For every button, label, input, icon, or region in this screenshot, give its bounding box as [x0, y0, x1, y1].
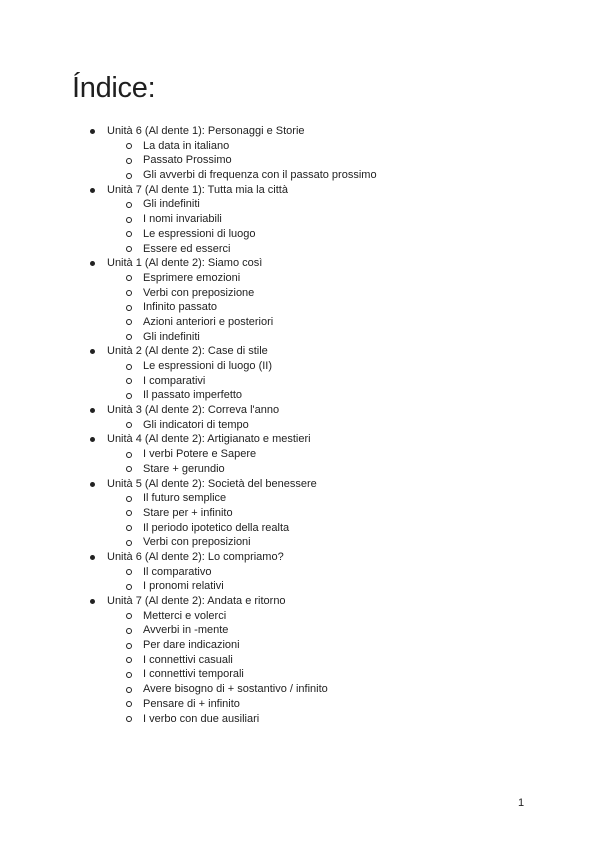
toc-topic-list [0, 447, 600, 476]
toc-topic-label: Passato Prossimo [143, 154, 232, 167]
hollow-bullet-icon [126, 452, 132, 458]
toc-topic-list [0, 418, 600, 433]
toc-topic-list [0, 139, 600, 183]
hollow-bullet-icon [126, 496, 132, 502]
toc-topic-label: I verbo con due ausiliari [143, 712, 260, 725]
hollow-bullet-icon [126, 569, 132, 575]
hollow-bullet-icon [126, 466, 132, 472]
toc-unit [0, 344, 600, 403]
toc-topic-label: Verbi con preposizioni [143, 536, 251, 549]
toc-unit [0, 477, 600, 550]
hollow-bullet-icon [126, 173, 132, 179]
filled-bullet-icon [90, 555, 95, 560]
hollow-bullet-icon [126, 275, 132, 281]
toc-topic [0, 168, 600, 183]
toc-topic [0, 682, 600, 697]
toc-unit-label: Unità 2 (Al dente 2): Case di stile [107, 345, 268, 358]
page-number: 1 [518, 797, 525, 809]
toc-unit-row [0, 124, 600, 139]
toc-topic [0, 388, 600, 403]
hollow-bullet-icon [126, 246, 132, 252]
toc-topic [0, 139, 600, 154]
toc-topic-label: Il comparativo [143, 565, 212, 578]
hollow-bullet-icon [126, 510, 132, 516]
toc-unit-label: Unità 7 (Al dente 2): Andata e ritorno [107, 595, 286, 607]
toc-topic [0, 579, 600, 594]
toc-topic-list [0, 609, 600, 727]
toc-topic [0, 418, 600, 433]
toc-topic [0, 623, 600, 638]
toc-unit-label: Unità 6 (Al dente 2): Lo compriamo? [107, 550, 284, 563]
hollow-bullet-icon [126, 217, 132, 223]
toc-topic [0, 565, 600, 580]
toc-topic [0, 712, 600, 727]
toc-topic [0, 667, 600, 682]
toc-unit-label: Unità 4 (Al dente 2): Artigianato e mestieri [107, 433, 311, 446]
hollow-bullet-icon [126, 628, 132, 634]
toc-topic [0, 212, 600, 227]
toc-topic [0, 374, 600, 389]
toc-unit [0, 594, 600, 726]
toc-unit [0, 256, 600, 344]
toc-topic-label: Stare per + infinito [143, 506, 233, 519]
hollow-bullet-icon [126, 613, 132, 619]
toc-topic [0, 653, 600, 668]
toc-topic-label: Il futuro semplice [143, 492, 227, 505]
toc-unit-label: Unità 6 (Al dente 1): Personaggi e Storie [107, 125, 305, 137]
toc-topic [0, 447, 600, 462]
toc-unit-label: Unità 1 (Al dente 2): Siamo così [107, 257, 263, 270]
toc-topic-label: Gli indefiniti [143, 198, 200, 211]
toc-unit-row [0, 432, 600, 447]
toc-topic-label: I nomi invariabili [143, 213, 222, 226]
hollow-bullet-icon [126, 334, 132, 340]
filled-bullet-icon [90, 261, 95, 266]
filled-bullet-icon [90, 599, 95, 604]
toc-topic [0, 315, 600, 330]
hollow-bullet-icon [126, 319, 132, 325]
toc-topic-label: Infinito passato [143, 301, 217, 314]
toc-topic-label: Avverbi in -mente [143, 624, 229, 637]
hollow-bullet-icon [126, 672, 132, 678]
filled-bullet-icon [90, 408, 95, 413]
toc-topic [0, 286, 600, 301]
filled-bullet-icon [90, 129, 95, 134]
toc-unit [0, 403, 600, 432]
filled-bullet-icon [90, 349, 95, 354]
hollow-bullet-icon [126, 231, 132, 237]
toc-topic [0, 638, 600, 653]
toc-topic-label: Avere bisogno di + sostantivo / infinito [143, 683, 328, 696]
toc-topic [0, 521, 600, 536]
toc-topic-label: Le espressioni di luogo (II) [143, 360, 273, 372]
hollow-bullet-icon [126, 584, 132, 590]
toc-topic-label: Il passato imperfetto [143, 389, 243, 402]
toc-topic-label: Azioni anteriori e posteriori [143, 315, 274, 328]
hollow-bullet-icon [126, 525, 132, 531]
hollow-bullet-icon [126, 540, 132, 546]
hollow-bullet-icon [126, 143, 132, 149]
toc-topic [0, 227, 600, 242]
toc-topic-label: Essere ed esserci [143, 242, 231, 255]
toc-topic [0, 506, 600, 521]
toc-topic [0, 535, 600, 550]
toc-topic [0, 359, 600, 374]
hollow-bullet-icon [126, 701, 132, 707]
toc-topic [0, 491, 600, 506]
toc-topic [0, 271, 600, 286]
toc-topic [0, 462, 600, 477]
toc-topic-label: Per dare indicazioni [143, 639, 240, 652]
hollow-bullet-icon [126, 393, 132, 399]
toc-topic-list [0, 565, 600, 594]
toc-topic-list [0, 197, 600, 256]
toc-topic-label: I comparativi [143, 374, 206, 387]
filled-bullet-icon [90, 188, 95, 193]
toc-unit-label: Unità 7 (Al dente 1): Tutta mia la città [107, 183, 288, 196]
toc-topic-label: La data in italiano [143, 139, 230, 152]
toc-unit [0, 550, 600, 594]
toc-topic-label: I connettivi temporali [143, 668, 244, 681]
toc-topic-label: Verbi con preposizione [143, 286, 255, 299]
toc-topic-list [0, 271, 600, 344]
toc-unit-row [0, 594, 600, 609]
toc-unit [0, 183, 600, 256]
toc-unit-row [0, 550, 600, 565]
toc-topic [0, 697, 600, 712]
toc-topic-label: Esprimere emozioni [143, 271, 241, 284]
toc-topic-label: Pensare di + infinito [143, 697, 240, 710]
toc-unit-row [0, 344, 600, 359]
toc-unit-row [0, 183, 600, 198]
toc-unit-label: Unità 5 (Al dente 2): Società del benessere [107, 477, 317, 490]
hollow-bullet-icon [126, 202, 132, 208]
toc-topic-label: Stare + gerundio [143, 462, 225, 475]
toc-topic [0, 153, 600, 168]
toc-topic-label: Metterci e volerci [143, 609, 227, 622]
filled-bullet-icon [90, 437, 95, 442]
toc-topic-label: Il periodo ipotetico della realta [143, 521, 290, 534]
hollow-bullet-icon [126, 687, 132, 693]
toc-topic-label: Gli indicatori di tempo [143, 418, 249, 431]
hollow-bullet-icon [126, 378, 132, 384]
toc-topic-label: Gli avverbi di frequenza con il passato prossimo [143, 169, 377, 182]
toc-topic-label: I pronomi relativi [143, 580, 224, 593]
toc-topic-label: Le espressioni di luogo [143, 227, 256, 240]
hollow-bullet-icon [126, 305, 132, 311]
toc-topic [0, 242, 600, 257]
table-of-contents [0, 124, 600, 726]
hollow-bullet-icon [126, 158, 132, 164]
toc-unit-row [0, 403, 600, 418]
toc-unit-row [0, 256, 600, 271]
hollow-bullet-icon [126, 716, 132, 722]
hollow-bullet-icon [126, 422, 132, 428]
filled-bullet-icon [90, 482, 95, 487]
toc-topic [0, 609, 600, 624]
hollow-bullet-icon [126, 364, 132, 370]
toc-topic [0, 197, 600, 212]
toc-topic-list [0, 359, 600, 403]
page-title: Índice: [72, 72, 156, 104]
toc-topic-label: Gli indefiniti [143, 330, 200, 343]
toc-unit-label: Unità 3 (Al dente 2): Correva l'anno [107, 404, 280, 417]
hollow-bullet-icon [126, 290, 132, 296]
toc-unit-row [0, 477, 600, 492]
toc-unit [0, 432, 600, 476]
hollow-bullet-icon [126, 657, 132, 663]
toc-topic-list [0, 491, 600, 550]
toc-topic-label: I verbi Potere e Sapere [143, 448, 257, 461]
toc-unit [0, 124, 600, 183]
hollow-bullet-icon [126, 643, 132, 649]
toc-topic-label: I connettivi casuali [143, 653, 233, 666]
toc-topic [0, 330, 600, 345]
toc-topic [0, 300, 600, 315]
